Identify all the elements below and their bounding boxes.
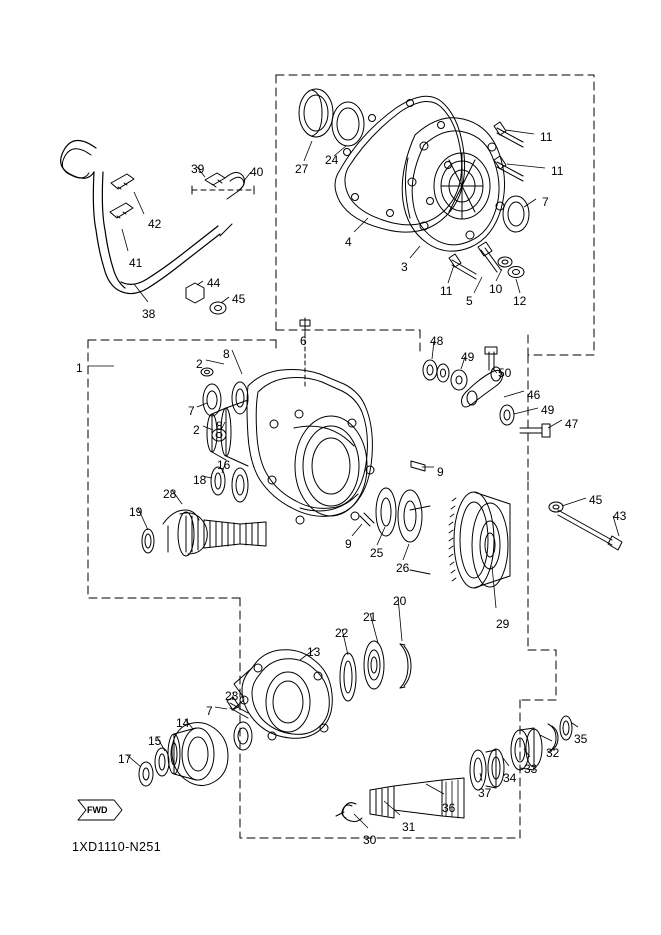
callout-7: 7: [542, 195, 549, 209]
callout-16: 16: [217, 458, 231, 472]
callout-7: 7: [188, 404, 195, 418]
callout-20: 20: [393, 594, 407, 608]
callout-2: 2: [193, 423, 200, 437]
callout-18: 18: [193, 473, 207, 487]
callout-10: 10: [489, 282, 503, 296]
callout-21: 21: [363, 610, 377, 624]
callout-37: 37: [478, 786, 492, 800]
callout-8: 8: [216, 419, 223, 433]
callout-48: 48: [430, 334, 444, 348]
callout-43: 43: [613, 509, 627, 523]
callout-50: 50: [498, 366, 512, 380]
callout-29: 29: [496, 617, 510, 631]
callout-23: 23: [225, 689, 239, 703]
callout-35: 35: [574, 732, 588, 746]
callout-15: 15: [148, 734, 162, 748]
callout-33: 33: [524, 762, 538, 776]
callout-12: 12: [513, 294, 527, 308]
callout-45: 45: [232, 292, 246, 306]
callout-39: 39: [191, 162, 205, 176]
callout-45: 45: [589, 493, 603, 507]
callout-5: 5: [466, 294, 473, 308]
callout-49: 49: [541, 403, 555, 417]
callout-34: 34: [503, 771, 517, 785]
callout-28: 28: [163, 487, 177, 501]
callout-30: 30: [363, 833, 377, 847]
callout-36: 36: [442, 801, 456, 815]
callout-1: 1: [76, 361, 83, 375]
callout-11: 11: [540, 130, 553, 144]
diagram-part-code: 1XD1110-N251: [72, 840, 162, 854]
callout-14: 14: [176, 716, 190, 730]
callout-8: 8: [223, 347, 230, 361]
callout-9: 9: [437, 465, 444, 479]
callout-47: 47: [565, 417, 579, 431]
fwd-direction-label: FWD: [87, 805, 108, 815]
callout-7: 7: [206, 704, 213, 718]
callout-11: 11: [440, 284, 453, 298]
callout-38: 38: [142, 307, 156, 321]
callout-46: 46: [527, 388, 541, 402]
callout-41: 41: [129, 256, 143, 270]
callout-24: 24: [325, 153, 339, 167]
callout-17: 17: [118, 752, 132, 766]
callout-42: 42: [148, 217, 162, 231]
callout-19: 19: [129, 505, 143, 519]
callout-3: 3: [401, 260, 408, 274]
callout-13: 13: [307, 645, 321, 659]
callout-44: 44: [207, 276, 221, 290]
callout-31: 31: [402, 820, 416, 834]
callout-40: 40: [250, 165, 264, 179]
callout-32: 32: [546, 746, 560, 760]
callout-4: 4: [345, 235, 352, 249]
callout-11: 11: [551, 164, 564, 178]
callout-27: 27: [295, 162, 309, 176]
callout-25: 25: [370, 546, 384, 560]
callout-26: 26: [396, 561, 410, 575]
callout-2: 2: [196, 357, 203, 371]
callout-49: 49: [461, 350, 475, 364]
callout-6: 6: [300, 334, 307, 348]
callout-9: 9: [345, 537, 352, 551]
callout-22: 22: [335, 626, 349, 640]
